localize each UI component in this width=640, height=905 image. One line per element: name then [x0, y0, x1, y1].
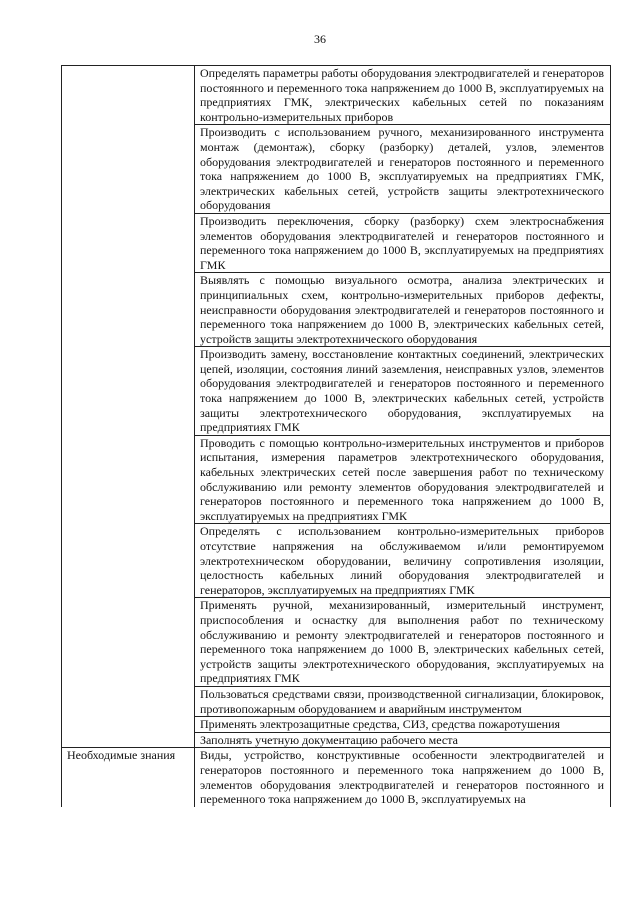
- skill-cell: Выявлять с помощью визуального осмотра, анализа электрических и принципиальных схем, контрольно-измерительных приборов дефекты, неисправности оборудования электродвигателей и генераторов постоянного и переменного тока напряжением до 1000 В, электрических кабельных сетей, устройств защиты электротехнического оборудования: [195, 273, 611, 347]
- skill-cell: Применять электрозащитные средства, СИЗ, средства пожаротушения: [195, 717, 611, 733]
- skill-cell: Определять с использованием контрольно-измерительных приборов отсутствие напряжения на обслуживаемом и/или ремонтируемом электротехническом оборудовании, величину сопротивления изоляции, целостность кабельных линий оборудования электродвигателей и генераторов, эксплуатируемых на предприятиях ГМК: [195, 524, 611, 598]
- skill-cell: Проводить с помощью контрольно-измерительных инструментов и приборов испытания, измерения параметров электротехнического оборудования, кабельных электрических сетей после завершения работ по техническому обслуживанию или ремонту элементов оборудования электродвигателей и генераторов постоянного и переменного тока напряжением до 1000 В, эксплуатируемых на предприятиях ГМК: [195, 435, 611, 524]
- page-number: 36: [314, 32, 326, 46]
- skill-cell: Производить с использованием ручного, механизированного инструмента монтаж (демонтаж), сборку (разборку) деталей, узлов, элементов оборудования электродвигателей и генераторов постоянного и переменного тока напряжением до 1000 В, эксплуатируемых на предприятиях ГМК, электрических кабельных сетей, устройств защиты электротехнического оборудования: [195, 125, 611, 214]
- knowledge-label: Необходимые знания: [62, 748, 195, 807]
- table-row: [62, 748, 611, 807]
- competency-table: [61, 65, 611, 807]
- knowledge-cell: Виды, устройство, конструктивные особенности электродвигателей и генераторов постоянного и переменного тока напряжением до 1000 В, элементов оборудования электродвигателей и генераторов постоянного и переменного тока напряжением до 1000 В, эксплуатируемых на: [195, 748, 611, 807]
- skill-cell: Пользоваться средствами связи, производственной сигнализации, блокировок, противопожарным оборудованием и аварийным инструментом: [195, 686, 611, 716]
- skill-cell: Производить замену, восстановление контактных соединений, электрических цепей, изоляции, состояния линий заземления, неисправных узлов, элементов оборудования электродвигателей и генераторов постоянного и переменного тока напряжением до 1000 В, электрических кабельных сетей, устройств защиты электротехнического оборудования, эксплуатируемых на предприятиях ГМК: [195, 347, 611, 436]
- skill-cell: Производить переключения, сборку (разборку) схем электроснабжения элементов оборудования электродвигателей и генераторов постоянного и переменного тока напряжением до 1000 В, эксплуатируемых на предприятиях ГМК: [195, 213, 611, 272]
- skill-cell: Определять параметры работы оборудования электродвигателей и генераторов постоянного и переменного тока напряжением до 1000 В, эксплуатируемых на предприятиях ГМК, электрических кабельных сетей по показаниям контрольно-измерительных приборов: [195, 66, 611, 125]
- skill-cell: Заполнять учетную документацию рабочего места: [195, 732, 611, 748]
- skill-cell: Применять ручной, механизированный, измерительный инструмент, приспособления и оснастку для выполнения работ по техническому обслуживанию и ремонту электродвигателей и генераторов постоянного и переменного тока напряжением до 1000 В, электрических кабельных сетей, устройств защиты электротехнического оборудования, эксплуатируемых на предприятиях ГМК: [195, 598, 611, 687]
- row-label-cell-empty: [62, 66, 195, 748]
- table-row: [62, 66, 611, 125]
